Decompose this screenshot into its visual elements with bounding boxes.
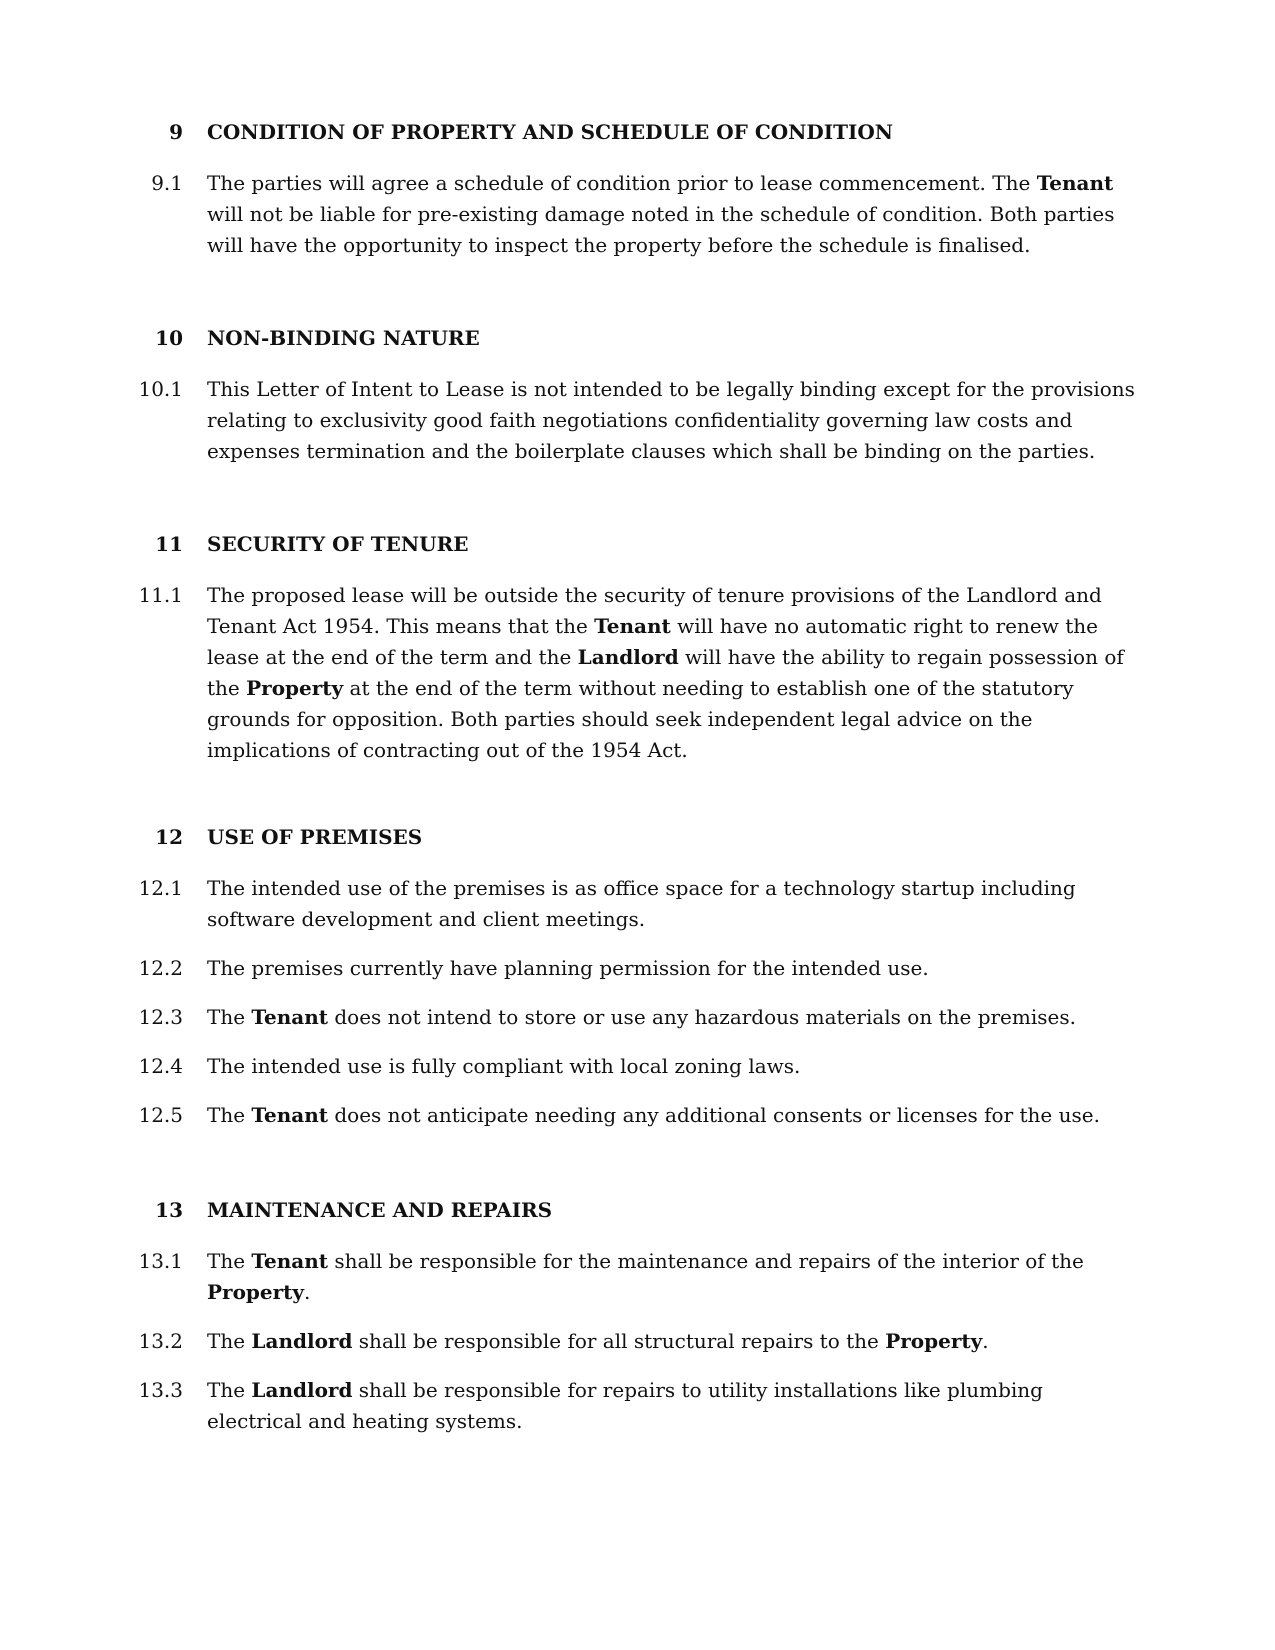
clause-text-part: does not anticipate needing any additional consents or licenses for the use. [328, 1103, 1100, 1127]
clause-number: 12.4 [138, 1054, 183, 1078]
clause-text [207, 1100, 1137, 1131]
clause-text [207, 374, 1137, 467]
clause [0, 1100, 1275, 1131]
clause-text [207, 1051, 1137, 1082]
section-10 [0, 323, 1275, 463]
clause-text-part: shall be responsible for all structural repairs to the [352, 1329, 886, 1353]
clause-text-part: The intended use is fully compliant with local zoning laws. [207, 1054, 801, 1078]
clause-text-part: The [207, 1378, 252, 1402]
section-title: NON-BINDING NATURE [207, 326, 480, 350]
clause-text-part: will have the ability to regain possession of the [207, 645, 1124, 700]
defined-term: Property [207, 1280, 305, 1304]
defined-term: Tenant [594, 614, 671, 638]
section-title: CONDITION OF PROPERTY AND SCHEDULE OF CONDITION [207, 120, 894, 144]
clause [0, 1326, 1275, 1357]
clause-text-part: shall be responsible for the maintenance and repairs of the interior of the [328, 1249, 1084, 1273]
clause-number: 13.2 [138, 1329, 183, 1353]
clause [0, 1002, 1275, 1033]
clause-text [207, 873, 1137, 935]
section-number: 10 [155, 326, 183, 350]
clause [0, 1051, 1275, 1082]
defined-term: Tenant [251, 1249, 329, 1273]
clause [0, 168, 1275, 257]
clause-text [207, 1002, 1137, 1033]
clause-text-part: The intended use of the premises is as office space for a technology startup including software development and client meetings. [207, 876, 1076, 931]
clause-text-part: The [207, 1103, 252, 1127]
section-13 [0, 1195, 1275, 1433]
section-number: 11 [155, 532, 183, 556]
section-heading [0, 822, 1275, 853]
section-number: 12 [155, 825, 183, 849]
clause-text [207, 580, 1137, 766]
defined-term: Landlord [251, 1378, 353, 1402]
clause-text-part: The proposed lease will be outside the security of tenure provisions of the Landlord and Tenant Act 1954. This means that the [207, 583, 1102, 638]
clause-number: 9.1 [151, 171, 183, 195]
section-title: MAINTENANCE AND REPAIRS [207, 1198, 553, 1222]
defined-term: Tenant [251, 1005, 329, 1029]
clause-number: 12.1 [138, 876, 183, 900]
clause-text-part: will have no automatic right to renew the lease at the end of the term and the [207, 614, 1098, 669]
clause-text-part: does not intend to store or use any hazardous materials on the premises. [328, 1005, 1076, 1029]
clause-text-part: shall be responsible for repairs to utility installations like plumbing electrical and heating systems. [207, 1378, 1043, 1433]
clause [0, 1246, 1275, 1304]
clause-text-part: . [982, 1329, 989, 1353]
section-9 [0, 117, 1275, 257]
section-title: USE OF PREMISES [207, 825, 423, 849]
section-title: SECURITY OF TENURE [207, 532, 469, 556]
clause-text-part: The [207, 1249, 252, 1273]
clause-number: 12.3 [138, 1005, 183, 1029]
clause-text-part: The [207, 1329, 252, 1353]
section-12 [0, 822, 1275, 1131]
section-number: 13 [155, 1198, 183, 1222]
section-11 [0, 529, 1275, 762]
section-heading [0, 1195, 1275, 1226]
clause [0, 1375, 1275, 1433]
clause [0, 580, 1275, 762]
clause-text [207, 168, 1137, 261]
defined-term: Tenant [251, 1103, 329, 1127]
defined-term: Property [246, 676, 344, 700]
section-heading [0, 529, 1275, 560]
clause-text [207, 1246, 1137, 1308]
clause-text-part: will not be liable for pre-existing damage noted in the schedule of condition. Both parties will have the opportunity to inspect the property before the schedule is finalised. [207, 202, 1115, 257]
clause [0, 953, 1275, 984]
clause-number: 12.5 [138, 1103, 183, 1127]
clause-text-part: The [207, 1005, 252, 1029]
defined-term: Tenant [1036, 171, 1114, 195]
clause-text-part: . [304, 1280, 311, 1304]
clause-number: 10.1 [138, 377, 183, 401]
defined-term: Landlord [577, 645, 679, 669]
clause-text [207, 1375, 1137, 1437]
clause-number: 12.2 [138, 956, 183, 980]
clause-number: 13.3 [138, 1378, 183, 1402]
clause-text-part: at the end of the term without needing to establish one of the statutory grounds for opposition. Both parties should seek independent legal advice on the implications of contracting out of the 1954 Act. [207, 676, 1074, 762]
section-heading [0, 117, 1275, 148]
section-number: 9 [169, 120, 183, 144]
defined-term: Landlord [251, 1329, 353, 1353]
clause-text-part: The parties will agree a schedule of condition prior to lease commencement. The [207, 171, 1037, 195]
clause-number: 11.1 [138, 583, 183, 607]
clause-text [207, 953, 1137, 984]
clause-text [207, 1326, 1137, 1357]
clause [0, 873, 1275, 931]
clause-text-part: This Letter of Intent to Lease is not intended to be legally binding except for the provisions relating to exclusivity good faith negotiations confidentiality governing law costs and expenses termination and the boilerplate clauses which shall be binding on the parties. [207, 377, 1135, 463]
clause [0, 374, 1275, 463]
defined-term: Property [885, 1329, 983, 1353]
clause-text-part: The premises currently have planning permission for the intended use. [207, 956, 929, 980]
clause-number: 13.1 [138, 1249, 183, 1273]
section-heading [0, 323, 1275, 354]
